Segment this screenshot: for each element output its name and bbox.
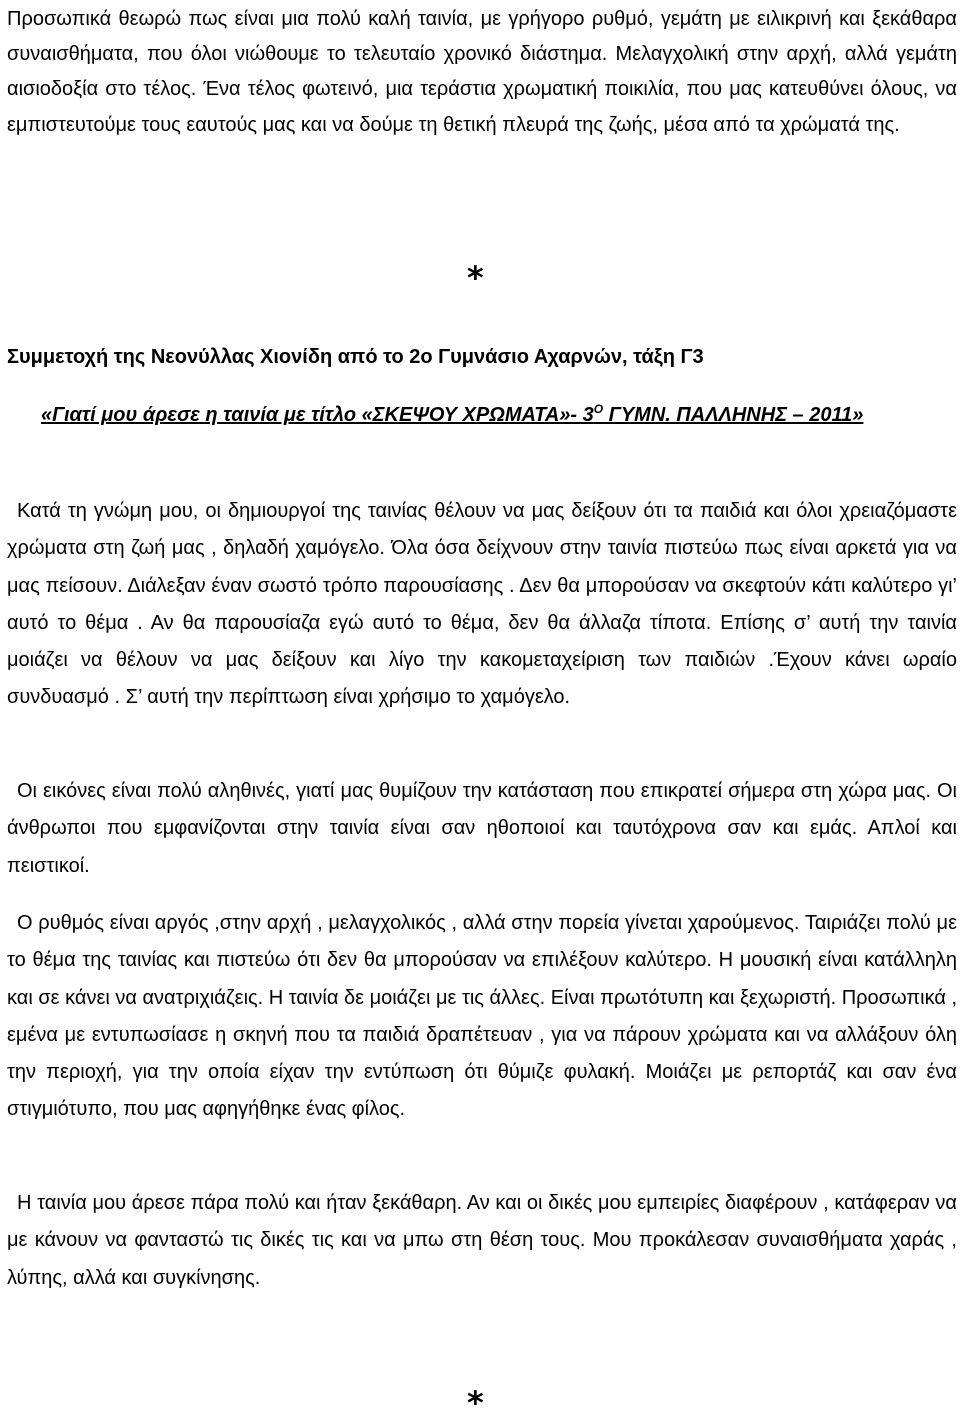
essay-heading [7, 394, 957, 436]
heading-superscript: Ο [593, 402, 604, 416]
paragraph-text: Οι εικόνες είναι πολύ αληθινές, γιατί μας θυμίζουν την κατάσταση που επικρατεί σήμερα στη χώρα μας. Οι άνθρωποι που εμφανίζονται στην ταινία είναι σαν ηθοποιοί και ταυτόχρονα σαν και εμάς. Απλοί και πειστικοί. [7, 780, 957, 877]
body-paragraph-4 [7, 1185, 957, 1297]
heading-part-2: ΓΥΜΝ. ΠΑΛΛΗΝΗΣ – 2011» [603, 404, 864, 426]
paragraph-text: Η ταινία μου άρεσε πάρα πολύ και ήταν ξεκάθαρη. Αν και οι δικές μου εμπειρίες διαφέρουν , κατάφεραν να με κάνουν να φανταστώ τις δικές τις και να μπω στη θέση τους. Μου προκάλεσαν συναισθήματα χαράς , λύπης, αλλά και συγκίνησης. [7, 1192, 957, 1289]
paragraph-text: Ο ρυθμός είναι αργός ,στην αρχή , μελαγχολικός , αλλά στην πορεία γίνεται χαρούμενος. Ταιριάζει πολύ με το θέμα της ταινίας και πιστεύω ότι δεν θα μπορούσαν να επιλέξουν καλύτερο. Η μουσική είναι κατάλληλη και σε κάνει να ανατριχιάζεις. Η ταινία δε μοιάζει με τις άλλες. Είναι πρωτότυπη και ξεχωριστή. Προσωπικά , εμένα με εντυπωσίασε η σκηνή που τα παιδιά δραπέτευαν , για να πάρουν χρώματα και να αλλάξουν όλη την περιοχή, για την οποία είχαν την εντύπωση ότι θύμιζε φυλακή. Μοιάζει με ρεπορτάζ και σαν ένα στιγμιότυπο, που μας αφηγήθηκε ένας φίλος. [7, 912, 957, 1121]
body-paragraph-3 [7, 905, 957, 1129]
document-page [7, 0, 957, 1422]
paragraph-text: Κατά τη γνώμη μου, οι δημιουργοί της ταινίας θέλουν να μας δείξουν ότι τα παιδιά και όλοι χρειαζόμαστε χρώματα στη ζωή μας , δηλαδή χαμόγελο. Όλα όσα δείχνουν στην ταινία πιστεύω πως είναι αρκετά για να μας πείσουν. Διάλεξαν έναν σωστό τρόπο παρουσίασης . Δεν θα μπορούσαν να σκεφτούν κάτι καλύτερο γι’ αυτό το θέμα . Αν θα παρουσίαζα εγώ αυτό το θέμα, δεν θα άλλαζα τίποτα. Επίσης σ’ αυτή την ταινία μοιάζει να θέλουν να μας δείξουν και λίγο την κακομεταχείριση των παιδιών .Έχουν κάνει ωραίο συνδυασμό . Σ’ αυτή την περίπτωση είναι χρήσιμο το χαμόγελο. [7, 500, 957, 709]
section-separator-bottom: * [467, 1384, 484, 1422]
participation-line: Συμμετοχή της Νεονύλλας Χιονίδη από το 2ο Γυμνάσιο Αχαρνών, τάξη Γ3 [7, 346, 704, 368]
intro-paragraph: Προσωπικά θεωρώ πως είναι μια πολύ καλή ταινία, με γρήγορο ρυθμό, γεμάτη με ειλικρινή και ξεκάθαρα συναισθήματα, που όλοι νιώθουμε το τελευταίο χρονικό διάστημα. Μελαγχολική στην αρχή, αλλά γεμάτη αισιοδοξία στο τέλος. Ένα τέλος φωτεινό, μια τεράστια χρωματική ποικιλία, που μας κατευθύνει όλους, να εμπιστευτούμε τους εαυτούς μας και να δούμε τη θετική πλευρά της ζωής, μέσα από τα χρώματά της. [7, 8, 957, 136]
heading-part-1: «Γιατί μου άρεσε η ταινία με τίτλο «ΣΚΕΨΟΥ ΧΡΩΜΑΤΑ»- 3 [41, 404, 594, 426]
body-paragraph-1 [7, 493, 957, 717]
body-paragraph-2 [7, 773, 957, 885]
section-separator: * [467, 259, 484, 297]
